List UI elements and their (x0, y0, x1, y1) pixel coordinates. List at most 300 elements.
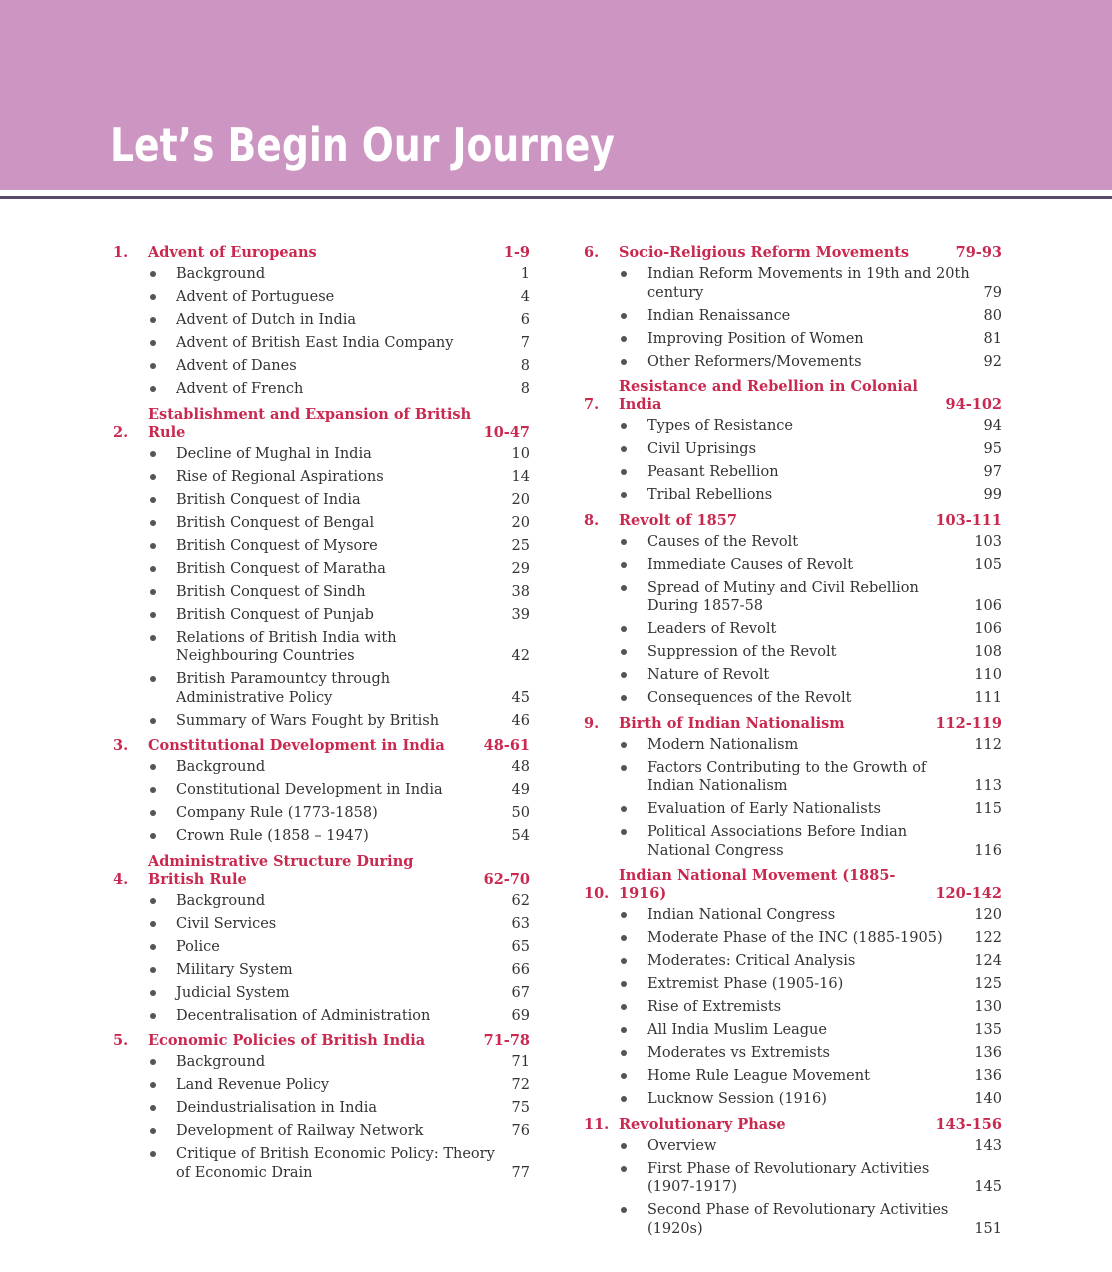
bullet-icon (621, 1004, 627, 1010)
bullet-icon (621, 1027, 627, 1033)
toc-item[interactable] (113, 445, 530, 464)
toc-item[interactable] (113, 380, 530, 399)
toc-item[interactable] (113, 288, 530, 307)
item-page-number: 140 (974, 1091, 1002, 1107)
toc-item[interactable] (113, 712, 530, 731)
item-page-number: 77 (511, 1164, 530, 1181)
bullet-icon (150, 921, 156, 927)
chapter-number: 9. (584, 714, 600, 732)
item-title: Improving Position of Women (647, 330, 864, 347)
bullet-icon (621, 829, 627, 835)
bullet-icon (621, 765, 627, 771)
chapter-heading[interactable] (584, 867, 1002, 903)
item-title: Company Rule (1773-1858) (176, 805, 378, 821)
item-title: Deindustrialisation in India (176, 1100, 378, 1116)
item-title: Background (176, 266, 266, 282)
item-page-number: 8 (520, 381, 530, 397)
bullet-icon (150, 294, 156, 300)
chapter-heading[interactable] (113, 406, 530, 442)
bullet-icon (150, 990, 156, 996)
item-page-number: 69 (511, 1007, 530, 1024)
bullet-icon (621, 1207, 627, 1213)
chapter-number: 2. (113, 423, 129, 441)
chapter-page-range: 71-78 (483, 1032, 530, 1049)
item-page-number: 76 (511, 1123, 530, 1139)
chapter-number: 7. (584, 396, 600, 413)
item-page-number: 1 (520, 266, 530, 282)
item-title: Extremist Phase (1905-16) (647, 976, 844, 992)
item-title: Nature of Revolt (647, 667, 770, 683)
toc-item[interactable] (584, 906, 1002, 925)
chapter-number: 11. (584, 1115, 610, 1133)
item-title: Immediate Causes of Revolt (647, 556, 854, 573)
item-title: British Conquest of India (176, 491, 361, 508)
bullet-icon (621, 423, 627, 429)
chapter-page-range: 103-111 (935, 511, 1002, 529)
item-page-number: 67 (511, 984, 530, 1001)
toc-item[interactable] (584, 1044, 1002, 1063)
item-title: Suppression of the Revolt (647, 644, 837, 660)
toc-item[interactable] (113, 984, 530, 1003)
toc-item[interactable] (584, 330, 1002, 349)
item-page-number: 124 (974, 953, 1002, 969)
chapter-heading[interactable] (584, 1116, 1002, 1134)
bullet-icon (150, 451, 156, 457)
item-title: Spread of Mutiny and Civil Rebellion During 1857-58 (647, 579, 919, 614)
item-page-number: 62 (511, 892, 530, 909)
item-title: Modern Nationalism (647, 736, 799, 753)
bullet-icon (150, 1128, 156, 1134)
toc-item[interactable] (113, 670, 530, 707)
item-title: Constitutional Development in India (176, 782, 443, 798)
toc-item[interactable] (584, 666, 1002, 685)
toc-item[interactable] (584, 736, 1002, 755)
bullet-icon (621, 806, 627, 812)
item-title: British Conquest of Maratha (176, 560, 386, 577)
bullet-icon (621, 585, 627, 591)
item-page-number: 92 (983, 353, 1002, 370)
bullet-icon (621, 469, 627, 475)
item-title: Military System (176, 961, 293, 978)
toc-item[interactable] (113, 514, 530, 533)
item-title: Relations of British India with Neighbouring Countries (176, 629, 397, 664)
chapter-title: Constitutional Development in India (148, 737, 445, 754)
chapter-number: 5. (113, 1032, 129, 1049)
item-title: Advent of Portuguese (176, 289, 335, 305)
chapter-page-range: 120-142 (935, 885, 1002, 902)
item-title: British Paramountcy through Administrative Policy (176, 671, 391, 706)
item-page-number: 105 (974, 556, 1002, 573)
item-title: Moderates vs Extremists (647, 1045, 830, 1061)
toc-item[interactable] (584, 952, 1002, 971)
bullet-icon (150, 363, 156, 369)
toc-item[interactable] (584, 1137, 1002, 1156)
item-page-number: 29 (511, 560, 530, 577)
item-title: Decline of Mughal in India (176, 445, 372, 462)
chapter-number: 3. (113, 737, 129, 754)
item-title: Moderate Phase of the INC (1885-1905) (647, 930, 943, 946)
item-page-number: 125 (974, 976, 1002, 992)
item-page-number: 115 (974, 801, 1002, 817)
bullet-icon (150, 787, 156, 793)
item-page-number: 65 (511, 938, 530, 955)
chapter-heading[interactable] (584, 244, 1002, 262)
item-page-number: 25 (511, 537, 530, 554)
toc-item[interactable] (584, 265, 1002, 302)
toc-item[interactable] (113, 781, 530, 800)
item-page-number: 113 (974, 778, 1002, 794)
item-page-number: 71 (511, 1054, 530, 1070)
chapter-number: 4. (113, 870, 129, 888)
toc-item[interactable] (584, 1090, 1002, 1109)
bullet-icon (150, 718, 156, 724)
item-page-number: 63 (511, 915, 530, 932)
toc-item[interactable] (113, 468, 530, 487)
toc-item[interactable] (584, 579, 1002, 616)
item-title: Rise of Extremists (647, 999, 782, 1015)
item-title: Civil Services (176, 915, 277, 932)
item-page-number: 136 (974, 1045, 1002, 1061)
bullet-icon (150, 474, 156, 480)
item-title: Summary of Wars Fought by British (176, 712, 440, 729)
toc-item[interactable] (113, 1122, 530, 1141)
bullet-icon (621, 1073, 627, 1079)
bullet-icon (150, 386, 156, 392)
chapter-title: Indian National Movement (1885-1916) (619, 867, 896, 902)
toc-item[interactable] (113, 583, 530, 602)
bullet-icon (150, 764, 156, 770)
toc-item[interactable] (584, 823, 1002, 860)
chapter-heading[interactable] (113, 244, 530, 262)
item-page-number: 4 (520, 289, 530, 305)
toc-item[interactable] (113, 1053, 530, 1072)
bullet-icon (150, 1082, 156, 1088)
bullet-icon (150, 810, 156, 816)
bullet-icon (621, 981, 627, 987)
item-page-number: 38 (511, 583, 530, 600)
toc-item[interactable] (113, 1007, 530, 1026)
bullet-icon (621, 672, 627, 678)
item-title: Leaders of Revolt (647, 621, 777, 637)
bullet-icon (150, 967, 156, 973)
bullet-icon (150, 1013, 156, 1019)
toc-item[interactable] (584, 975, 1002, 994)
toc-item[interactable] (584, 1201, 1002, 1238)
item-page-number: 103 (974, 533, 1002, 550)
bullet-icon (150, 833, 156, 839)
toc-item[interactable] (584, 1021, 1002, 1040)
header-divider (0, 196, 1112, 199)
toc-item[interactable] (113, 629, 530, 666)
item-page-number: 72 (511, 1077, 530, 1093)
item-title: Advent of Dutch in India (176, 312, 357, 328)
item-title: Judicial System (176, 984, 290, 1001)
item-title: Factors Contributing to the Growth of Indian Nationalism (647, 759, 927, 794)
toc-right-column (584, 244, 1002, 1243)
toc-item[interactable] (113, 334, 530, 353)
chapter-heading[interactable] (584, 715, 1002, 733)
toc-item[interactable] (113, 560, 530, 579)
toc-item[interactable] (584, 643, 1002, 662)
item-title: Land Revenue Policy (176, 1077, 330, 1093)
bullet-icon (621, 492, 627, 498)
item-title: Indian Reform Movements in 19th and 20th century (647, 266, 970, 301)
bullet-icon (621, 695, 627, 701)
chapter-title: Birth of Indian Nationalism (619, 714, 845, 732)
toc-item[interactable] (584, 486, 1002, 505)
item-page-number: 66 (511, 961, 530, 978)
bullet-icon (150, 340, 156, 346)
chapter-title: Advent of Europeans (148, 244, 317, 261)
item-title: Tribal Rebellions (647, 487, 773, 503)
item-title: Overview (647, 1137, 717, 1154)
bullet-icon (150, 317, 156, 323)
item-page-number: 10 (511, 445, 530, 462)
toc-item[interactable] (113, 537, 530, 556)
bullet-icon (621, 742, 627, 748)
chapter-number: 1. (113, 244, 129, 261)
chapter-title: Administrative Structure During British Rule (148, 852, 414, 888)
chapter-title: Revolutionary Phase (619, 1115, 786, 1133)
item-page-number: 75 (511, 1100, 530, 1116)
toc-item[interactable] (113, 1145, 530, 1182)
toc-item[interactable] (113, 265, 530, 284)
item-page-number: 135 (974, 1022, 1002, 1038)
item-page-number: 94 (983, 418, 1002, 434)
toc-item[interactable] (584, 417, 1002, 436)
chapter-heading[interactable] (113, 737, 530, 755)
item-title: Background (176, 759, 266, 775)
item-page-number: 46 (511, 712, 530, 729)
chapter-title: Resistance and Rebellion in Colonial India (619, 378, 918, 413)
bullet-icon (621, 912, 627, 918)
item-page-number: 108 (974, 644, 1002, 660)
toc-item[interactable] (584, 440, 1002, 459)
bullet-icon (150, 520, 156, 526)
bullet-icon (150, 635, 156, 641)
toc-item[interactable] (113, 606, 530, 625)
item-page-number: 81 (983, 330, 1002, 347)
toc-item[interactable] (113, 1099, 530, 1118)
item-page-number: 20 (511, 491, 530, 508)
bullet-icon (150, 898, 156, 904)
toc-item[interactable] (113, 357, 530, 376)
chapter-page-range: 62-70 (483, 870, 530, 888)
item-title: British Conquest of Mysore (176, 537, 378, 554)
item-title: Rise of Regional Aspirations (176, 468, 384, 485)
item-title: Advent of French (176, 381, 304, 397)
bullet-icon (150, 612, 156, 618)
item-page-number: 145 (974, 1179, 1002, 1195)
bullet-icon (621, 626, 627, 632)
toc-item[interactable] (584, 998, 1002, 1017)
bullet-icon (621, 649, 627, 655)
item-page-number: 151 (974, 1220, 1002, 1237)
item-page-number: 116 (974, 842, 1002, 859)
chapter-page-range: 143-156 (935, 1115, 1002, 1133)
item-page-number: 143 (974, 1137, 1002, 1154)
item-page-number: 106 (974, 598, 1002, 614)
item-title: Critique of British Economic Policy: Theory of Economic Drain (176, 1146, 495, 1181)
chapter-title: Establishment and Expansion of British Rule (148, 405, 472, 441)
page-title: Let’s Begin Our Journey (110, 118, 615, 172)
item-page-number: 7 (520, 335, 530, 351)
item-page-number: 39 (511, 606, 530, 623)
item-title: Lucknow Session (1916) (647, 1091, 827, 1107)
item-page-number: 122 (974, 930, 1002, 946)
toc-item[interactable] (113, 311, 530, 330)
chapter-heading[interactable] (584, 378, 1002, 414)
item-page-number: 79 (983, 284, 1002, 301)
item-page-number: 54 (511, 828, 530, 844)
item-page-number: 14 (511, 468, 530, 485)
item-page-number: 106 (974, 621, 1002, 637)
item-page-number: 8 (520, 358, 530, 374)
chapter-title: Socio-Religious Reform Movements (619, 244, 910, 261)
toc-item[interactable] (113, 961, 530, 980)
toc-item[interactable] (113, 758, 530, 777)
header-banner (0, 0, 1112, 190)
item-title: Indian Renaissance (647, 307, 791, 324)
chapter-page-range: 79-93 (955, 244, 1002, 261)
toc-item[interactable] (584, 556, 1002, 575)
toc-item[interactable] (584, 929, 1002, 948)
item-title: British Conquest of Sindh (176, 583, 366, 600)
item-title: British Conquest of Punjab (176, 606, 374, 623)
item-page-number: 80 (983, 307, 1002, 324)
item-title: Indian National Congress (647, 907, 836, 923)
item-title: Types of Resistance (647, 418, 794, 434)
toc-item[interactable] (113, 804, 530, 823)
item-page-number: 42 (511, 648, 530, 664)
chapter-page-range: 94-102 (945, 396, 1002, 413)
item-title: Background (176, 1054, 266, 1070)
item-title: Decentralisation of Administration (176, 1007, 431, 1024)
item-page-number: 112 (974, 736, 1002, 753)
bullet-icon (150, 1105, 156, 1111)
toc-item[interactable] (113, 1076, 530, 1095)
item-page-number: 97 (983, 464, 1002, 480)
toc-item[interactable] (584, 620, 1002, 639)
item-title: Consequences of the Revolt (647, 690, 852, 706)
toc-item[interactable] (584, 1160, 1002, 1197)
item-title: Civil Uprisings (647, 441, 757, 457)
bullet-icon (150, 1151, 156, 1157)
item-title: Advent of Danes (176, 358, 297, 374)
bullet-icon (621, 539, 627, 545)
toc-item[interactable] (113, 491, 530, 510)
item-title: Background (176, 892, 266, 909)
item-page-number: 95 (983, 441, 1002, 457)
bullet-icon (621, 271, 627, 277)
item-title: British Conquest of Bengal (176, 514, 375, 531)
toc-item[interactable] (113, 892, 530, 911)
bullet-icon (621, 1096, 627, 1102)
chapter-page-range: 1-9 (503, 244, 530, 261)
toc-item[interactable] (584, 800, 1002, 819)
item-page-number: 45 (511, 689, 530, 706)
toc-item[interactable] (584, 533, 1002, 552)
bullet-icon (621, 562, 627, 568)
item-title: Crown Rule (1858 – 1947) (176, 828, 369, 844)
item-title: Home Rule League Movement (647, 1068, 870, 1084)
item-page-number: 50 (511, 805, 530, 821)
item-title: Other Reformers/Movements (647, 353, 862, 370)
item-title: Moderates: Critical Analysis (647, 953, 856, 969)
toc-item[interactable] (584, 353, 1002, 372)
toc-left-column (113, 244, 530, 1187)
item-page-number: 130 (974, 999, 1002, 1015)
bullet-icon (621, 958, 627, 964)
item-page-number: 49 (511, 782, 530, 798)
bullet-icon (150, 589, 156, 595)
bullet-icon (621, 446, 627, 452)
chapter-number: 10. (584, 885, 610, 902)
chapter-page-range: 10-47 (483, 423, 530, 441)
chapter-title: Economic Policies of British India (148, 1032, 426, 1049)
chapter-heading[interactable] (113, 1032, 530, 1050)
toc-item[interactable] (584, 1067, 1002, 1086)
bullet-icon (150, 1059, 156, 1065)
item-title: All India Muslim League (647, 1022, 827, 1038)
chapter-title: Revolt of 1857 (619, 511, 737, 529)
item-title: First Phase of Revolutionary Activities (1907-1917) (647, 1160, 930, 1195)
toc-item[interactable] (113, 827, 530, 846)
chapter-heading[interactable] (584, 512, 1002, 530)
item-title: Evaluation of Early Nationalists (647, 801, 881, 817)
bullet-icon (150, 676, 156, 682)
item-title: Political Associations Before Indian National Congress (647, 824, 908, 859)
bullet-icon (621, 359, 627, 365)
bullet-icon (621, 336, 627, 342)
toc-item[interactable] (113, 938, 530, 957)
toc-item[interactable] (584, 307, 1002, 326)
toc-item[interactable] (584, 689, 1002, 708)
chapter-number: 8. (584, 511, 600, 529)
toc-item[interactable] (584, 759, 1002, 796)
item-title: Police (176, 938, 220, 955)
bullet-icon (621, 935, 627, 941)
item-page-number: 20 (511, 514, 530, 531)
item-page-number: 111 (974, 690, 1002, 706)
bullet-icon (150, 944, 156, 950)
chapter-heading[interactable] (113, 853, 530, 889)
bullet-icon (150, 543, 156, 549)
bullet-icon (621, 1050, 627, 1056)
item-title: Peasant Rebellion (647, 464, 779, 480)
bullet-icon (150, 271, 156, 277)
bullet-icon (621, 1166, 627, 1172)
toc-item[interactable] (584, 463, 1002, 482)
item-page-number: 110 (974, 667, 1002, 683)
toc-item[interactable] (113, 915, 530, 934)
item-title: Development of Railway Network (176, 1123, 424, 1139)
chapter-page-range: 112-119 (935, 714, 1002, 732)
bullet-icon (150, 566, 156, 572)
item-page-number: 48 (511, 759, 530, 775)
item-page-number: 136 (974, 1068, 1002, 1084)
chapter-number: 6. (584, 244, 600, 261)
item-page-number: 99 (983, 487, 1002, 503)
item-page-number: 6 (520, 312, 530, 328)
bullet-icon (621, 313, 627, 319)
item-title: Second Phase of Revolutionary Activities (1920s) (647, 1202, 949, 1237)
chapter-page-range: 48-61 (483, 737, 530, 754)
bullet-icon (621, 1143, 627, 1149)
bullet-icon (150, 497, 156, 503)
item-page-number: 120 (974, 907, 1002, 923)
item-title: Causes of the Revolt (647, 533, 799, 550)
